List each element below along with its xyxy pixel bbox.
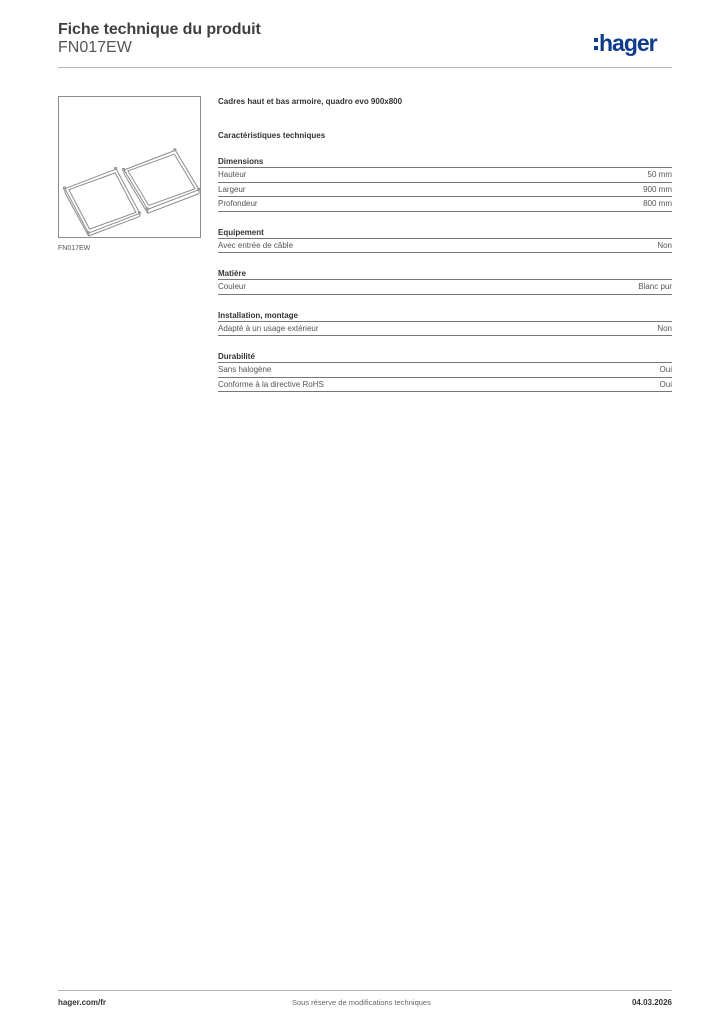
- product-image: [58, 96, 201, 238]
- image-caption: FN017EW: [58, 245, 91, 252]
- section-durabilite: [218, 351, 672, 392]
- spec-label: Largeur: [218, 184, 246, 194]
- section-title: Installation, montage: [218, 310, 672, 322]
- spec-value: 50 mm: [647, 170, 672, 179]
- footer-divider: [58, 990, 672, 991]
- specs-column: [218, 96, 672, 392]
- logo-text: hager: [599, 29, 657, 56]
- spec-row: [218, 183, 672, 198]
- logo-colon-icon: [594, 38, 598, 50]
- spec-label: Avec entrée de câble: [218, 240, 294, 250]
- spec-label: Profondeur: [218, 199, 258, 208]
- spec-value: Non: [657, 323, 672, 333]
- spec-row: [218, 378, 672, 393]
- footer-website: hager.com/fr: [58, 998, 107, 1007]
- spec-row: [218, 168, 672, 183]
- page-title: Fiche technique du produit: [58, 21, 261, 38]
- section-title: Equipement: [218, 227, 672, 239]
- section-installation: [218, 310, 672, 337]
- spec-label: Adapté à un usage extérieur: [218, 323, 319, 333]
- hager-logo: [594, 28, 657, 58]
- section-matiere: [218, 268, 672, 295]
- spec-value: 800 mm: [643, 199, 672, 208]
- footer-date: 04.03.2026: [631, 998, 672, 1007]
- spec-value: Non: [657, 240, 672, 250]
- spec-label: Hauteur: [218, 170, 247, 179]
- spec-row: [218, 197, 672, 212]
- tech-heading: Caractéristiques techniques: [218, 131, 326, 140]
- spec-label: Couleur: [218, 282, 247, 291]
- spec-label: Conforme à la directive RoHS: [218, 379, 324, 389]
- product-name: Cadres haut et bas armoire, quadro evo 900x800: [218, 97, 403, 106]
- footer-notice: Sous réserve de modifications techniques: [292, 998, 431, 1007]
- section-title: Durabilité: [218, 351, 672, 363]
- frame-pair-image: [59, 97, 200, 237]
- section-equipement: [218, 227, 672, 254]
- section-dimensions: [218, 156, 672, 212]
- spec-value: Oui: [659, 379, 672, 389]
- section-title: Matière: [218, 268, 672, 280]
- spec-value: Blanc pur: [638, 282, 672, 291]
- header-divider: [58, 67, 672, 68]
- spec-label: Sans halogène: [218, 365, 272, 374]
- spec-row: [218, 280, 672, 295]
- spec-row: [218, 322, 672, 337]
- spec-row: [218, 363, 672, 378]
- spec-value: Oui: [659, 365, 672, 374]
- section-title: Dimensions: [218, 156, 672, 168]
- spec-value: 900 mm: [643, 184, 672, 194]
- spec-row: [218, 239, 672, 254]
- product-reference: FN017EW: [58, 39, 132, 56]
